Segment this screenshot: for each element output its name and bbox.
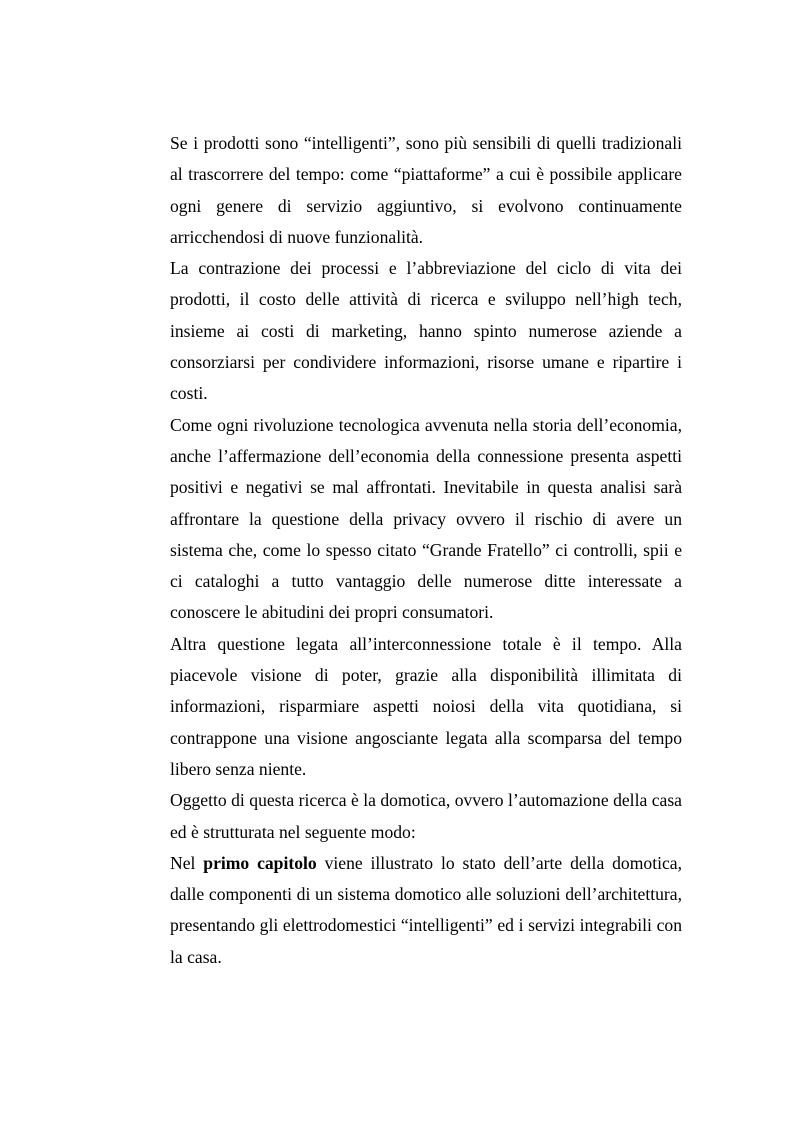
first-chapter-description: viene illustrato lo stato dell’arte della domotica, dalle componenti di un sistema domotico alle soluzioni dell’architettura, presentando gli elettrodomestici “intelligenti” ed i servizi integrabili con la casa. (170, 852, 682, 967)
first-chapter-emphasis: primo capitolo (203, 852, 317, 873)
paragraph-technological-revolution: Come ogni rivoluzione tecnologica avvenuta nella storia dell’economia, anche l’affermazione dell’economia della connessione presenta aspetti positivi e negativi se mal affrontati. Inevitabile in questa analisi sarà affrontare la questione della privacy ovvero il rischio di avere un sistema che, come lo spesso citato “Grande Fratello” ci controlli, spii e ci cataloghi a tutto vantaggio delle numerose ditte interessate a conoscere le abitudini dei propri consumatori. (170, 414, 682, 623)
paragraph-products-intelligent: Se i prodotti sono “intelligenti”, sono più sensibili di quelli tradizionali al trascorrere del tempo: come “piattaforme” a cui è possibile applicare ogni genere di servizio aggiuntivo, si evolvono continuamente arricchendosi di nuove funzionalità. (170, 133, 682, 247)
first-chapter-intro: Nel (170, 852, 204, 873)
paragraph-process-contraction: La contrazione dei processi e l’abbreviazione del ciclo di vita dei prodotti, il costo delle attività di ricerca e sviluppo nell’high tech, insieme ai costi di marketing, hanno spinto numerose aziende a consorziarsi per condividere informazioni, risorse umane e ripartire i costi. (170, 258, 682, 404)
paragraph-research-object: Oggetto di questa ricerca è la domotica, ovvero l’automazione della casa ed è strutturata nel seguente modo: (170, 790, 682, 842)
paragraph-interconnection-time: Altra questione legata all’interconnessione totale è il tempo. Alla piacevole visione di poter, grazie alla disponibilità illimitata di informazioni, risparmiare aspetti noiosi della vita quotidiana, si contrappone una visione angosciante legata alla scomparsa del tempo libero senza niente. (170, 633, 682, 779)
paragraph-first-chapter (170, 848, 682, 973)
body-text (170, 128, 682, 973)
